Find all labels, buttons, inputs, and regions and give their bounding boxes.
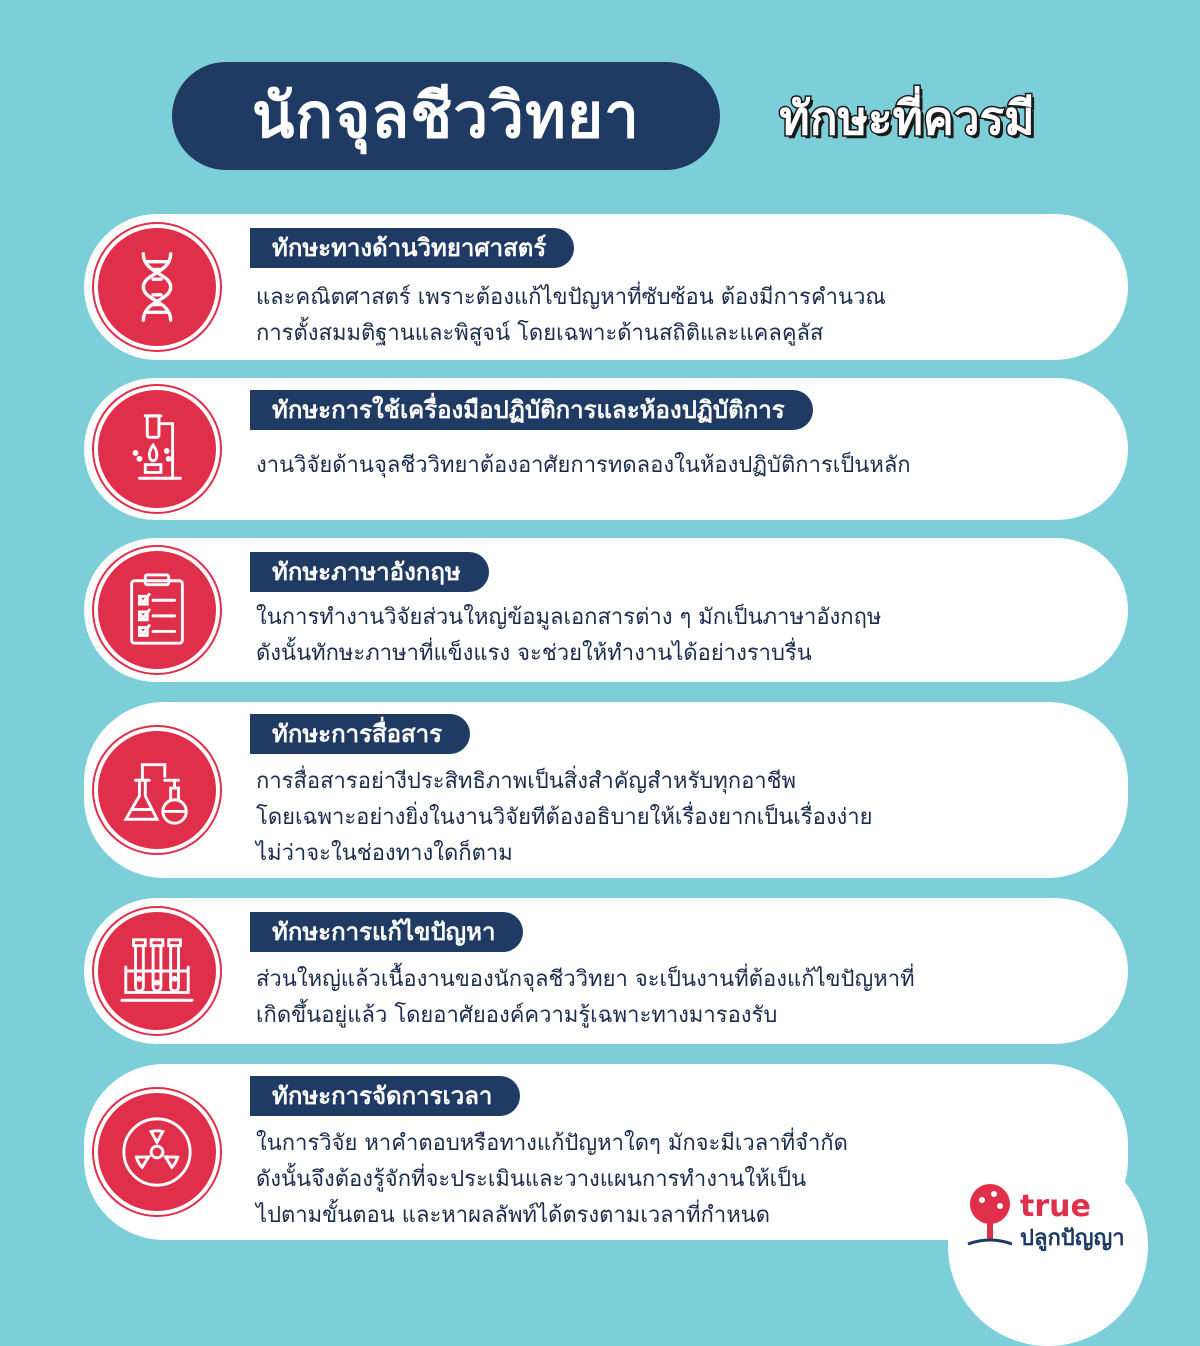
lab-burner-icon [94, 386, 220, 512]
skill-card-english [84, 538, 1128, 682]
skill-description: ในการวิจัย หาคำตอบหรือทางแก้ปัญหาใดๆ มักจะมีเวลาที่จำกัด ดังนั้นจึงต้องรู้จักที่จะประเมินและวางแผนการทำงานให้เป็น ไปตามขั้นตอน และหาผลลัพท์ได้ตรงตามเวลาที่กำหนด [256, 1131, 848, 1228]
skill-description: งานวิจัยด้านจุลชีววิทยาต้องอาศัยการทดลองในห้องปฏิบัติการเป็นหลัก [256, 453, 911, 478]
skill-card-problem-solving [84, 898, 1128, 1044]
skill-description: และคณิตศาสตร์ เพราะต้องแก้ไขปัญหาที่ซับซ้อน ต้องมีการคำนวณ การตั้งสมมติฐานและพิสูจน์ โดยเฉพาะด้านสถิติและแคลคูลัส [256, 285, 886, 346]
title-pill [172, 62, 720, 170]
page-title: นักจุลชีววิทยา [252, 79, 640, 152]
skill-card-communication [84, 702, 1128, 878]
skill-card-science [84, 214, 1128, 360]
skill-card-lab [84, 378, 1128, 520]
skill-heading: ทักษะภาษาอังกฤษ [250, 552, 489, 592]
skill-heading: ทักษะการใช้เครื่องมือปฏิบัติการและห้องปฏิบัติการ [250, 390, 813, 430]
flasks-icon [94, 727, 220, 853]
test-tubes-icon [94, 908, 220, 1034]
tree-logo-icon [962, 1182, 1018, 1254]
radiation-icon [94, 1089, 220, 1215]
skill-description: ในการทำงานวิจัยส่วนใหญ่ข้อมูลเอกสารต่าง ๆ มักเป็นภาษาอังกฤษ ดังนั้นทักษะภาษาที่แข็งแรง จะช่วยให้ทำงานได้อย่างราบรื่น [256, 605, 882, 666]
logo-subtext: ปลูกปัญญา [1020, 1226, 1125, 1251]
skill-heading: ทักษะการสื่อสาร [250, 714, 470, 754]
skill-heading: ทักษะทางด้านวิทยาศาสตร์ [250, 228, 574, 268]
clipboard-checklist-icon [94, 547, 220, 673]
skill-description: ส่วนใหญ่แล้วเนื้องานของนักจุลชีววิทยา จะเป็นงานที่ต้องแก้ไขปัญหาที่ เกิดขึ้นอยู่แล้ว โดยอาศัยองค์ความรู้เฉพาะทางมารองรับ [256, 967, 915, 1028]
skill-heading: ทักษะการแก้ไขปัญหา [250, 912, 523, 952]
logo-brand: true [1020, 1189, 1091, 1224]
skill-heading: ทักษะการจัดการเวลา [250, 1076, 520, 1116]
page-subtitle: ทักษะที่ควรมี [779, 90, 1035, 145]
dna-icon [94, 224, 220, 350]
skill-description: การสื่อสารอย่างีประสิทธิภาพเป็นสิ่งสำคัญสำหรับทุกอาชีพ โดยเฉพาะอย่างยิ่งในงานวิจัยทีต้องอธิบายให้เรื่องยากเป็นเรื่องง่าย ไม่ว่าจะในช่องทางใดก็ตาม [256, 769, 873, 866]
